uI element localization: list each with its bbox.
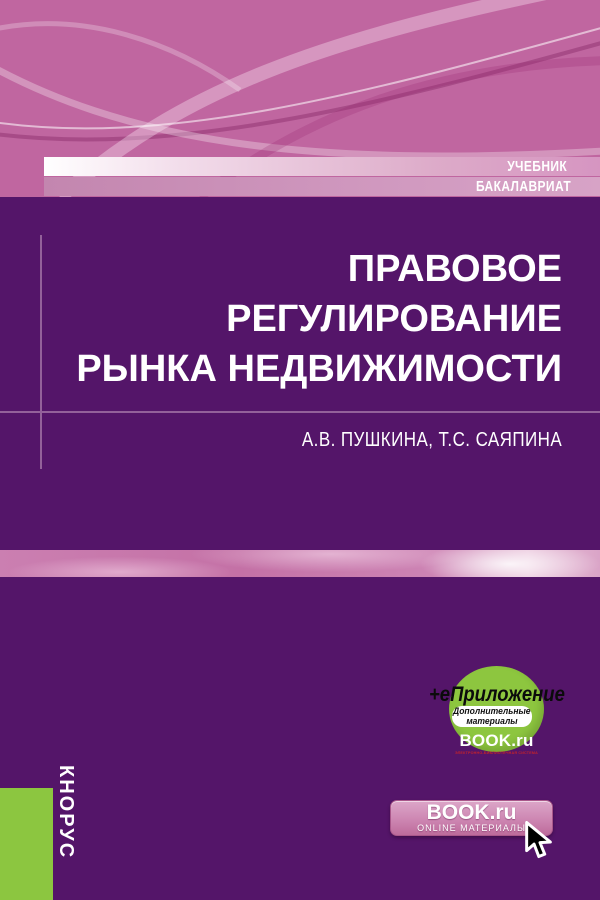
publisher-name: КНОРУС (55, 765, 77, 860)
cursor-icon (522, 821, 558, 861)
horizontal-rule-decoration (0, 411, 600, 413)
eapp-badge-label: +еПриложение (429, 683, 565, 706)
bookru-button-subtitle: ONLINE МАТЕРИАЛЫ (417, 823, 526, 833)
eapp-bookru-logo: BOOK.ru (459, 731, 534, 750)
level-band (44, 177, 600, 196)
series-band (44, 157, 600, 176)
vertical-rule-decoration (40, 235, 42, 469)
book-title (76, 244, 562, 394)
eapp-bookru-tagline: ЭЛЕКТРОННО-БИБЛИОТЕЧНАЯ СИСТЕМА (454, 750, 538, 755)
authors-line: А.В. ПУШКИНА, Т.С. САЯПИНА (301, 429, 562, 451)
publisher-green-block (0, 788, 53, 900)
pink-strip-decoration (0, 550, 600, 577)
series-band-label: УЧЕБНИК (507, 158, 568, 175)
book-title-line3: РЫНКА НЕДВИЖИМОСТИ (76, 348, 562, 390)
eapp-pill-line2: материалы (466, 715, 518, 726)
book-title-line2: РЕГУЛИРОВАНИЕ (226, 298, 562, 340)
level-band-label: БАКАЛАВРИАТ (476, 178, 572, 195)
book-title-line1: ПРАВОВОЕ (347, 248, 562, 290)
bookru-button-title: BOOK.ru (426, 801, 517, 824)
eapp-badge-pill (452, 706, 532, 727)
eapp-pill-line1: Дополнительные (453, 706, 531, 716)
